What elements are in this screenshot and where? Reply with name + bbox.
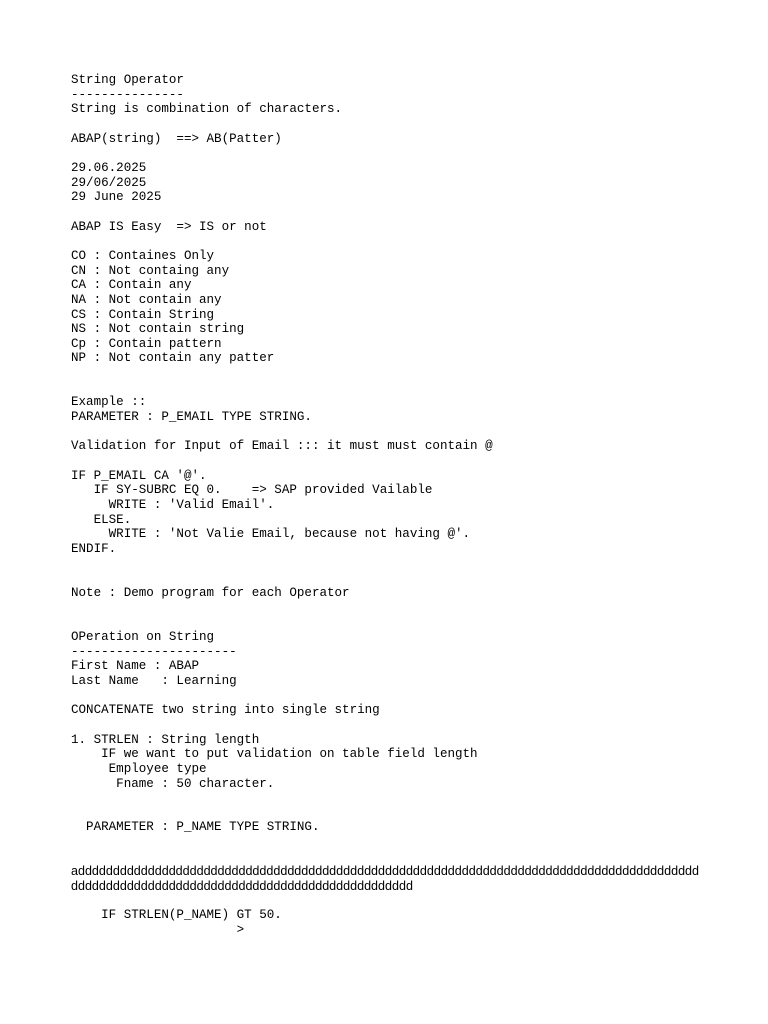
- date-line: 29/06/2025: [71, 175, 147, 190]
- code-line: ELSE.: [71, 512, 132, 527]
- strlen-detail: IF we want to put validation on table field length: [71, 747, 478, 762]
- example-label: Example ::: [71, 395, 147, 410]
- operator-line: CA : Contain any: [71, 278, 192, 293]
- strlen-parameter: PARAMETER : P_NAME TYPE STRING.: [71, 820, 320, 835]
- code-line: WRITE : 'Valid Email'.: [71, 498, 275, 513]
- validation-note: Validation for Input of Email ::: it must must contain @: [71, 439, 493, 454]
- is-example: ABAP IS Easy => IS or not: [71, 219, 267, 234]
- doc-heading: String Operator: [71, 73, 184, 87]
- strlen-detail: Employee type: [71, 761, 207, 776]
- date-line: 29.06.2025: [71, 160, 147, 175]
- strlen-title: 1. STRLEN : String length: [71, 732, 260, 747]
- date-line: 29 June 2025: [71, 190, 162, 205]
- operations-underline: ----------------------: [71, 644, 237, 659]
- code-line: IF SY-SUBRC EQ 0. => SAP provided Vailable: [71, 483, 433, 498]
- concatenate-line: CONCATENATE two string into single string: [71, 703, 380, 718]
- example-parameter: PARAMETER : P_EMAIL TYPE STRING.: [71, 410, 312, 425]
- sample-input-text: adddddddddddddddddddddddddddddddddddddddddddddddddddddddddddddddddddddddddddddddddddddddddddddddddddddddddddddddddddddddddddddddddddddddddd: [71, 864, 700, 894]
- code-line: WRITE : 'Not Valie Email, because not having @'.: [71, 527, 471, 542]
- strlen-detail: Fname : 50 character.: [71, 776, 275, 791]
- operator-line: NP : Not contain any patter: [71, 351, 275, 366]
- operator-line: NA : Not contain any: [71, 292, 222, 307]
- demo-note: Note : Demo program for each Operator: [71, 585, 350, 600]
- caret-marker: >: [71, 923, 245, 938]
- operator-line: CO : Containes Only: [71, 248, 215, 263]
- code-line: IF P_EMAIL CA '@'.: [71, 468, 207, 483]
- operator-line: NS : Not contain string: [71, 322, 245, 337]
- operator-line: Cp : Contain pattern: [71, 336, 222, 351]
- operator-line: CN : Not containg any: [71, 263, 230, 278]
- first-name-line: First Name : ABAP: [71, 659, 199, 674]
- code-line: IF STRLEN(P_NAME) GT 50.: [71, 908, 282, 923]
- document-page: [71, 73, 703, 938]
- pattern-example: ABAP(string) ==> AB(Patter): [71, 131, 282, 146]
- heading-underline: ---------------: [71, 87, 184, 102]
- intro-text: String is combination of characters.: [71, 102, 343, 117]
- operations-heading: OPeration on String: [71, 629, 215, 644]
- operator-line: CS : Contain String: [71, 307, 215, 322]
- code-line: ENDIF.: [71, 542, 117, 556]
- last-name-line: Last Name : Learning: [71, 673, 237, 688]
